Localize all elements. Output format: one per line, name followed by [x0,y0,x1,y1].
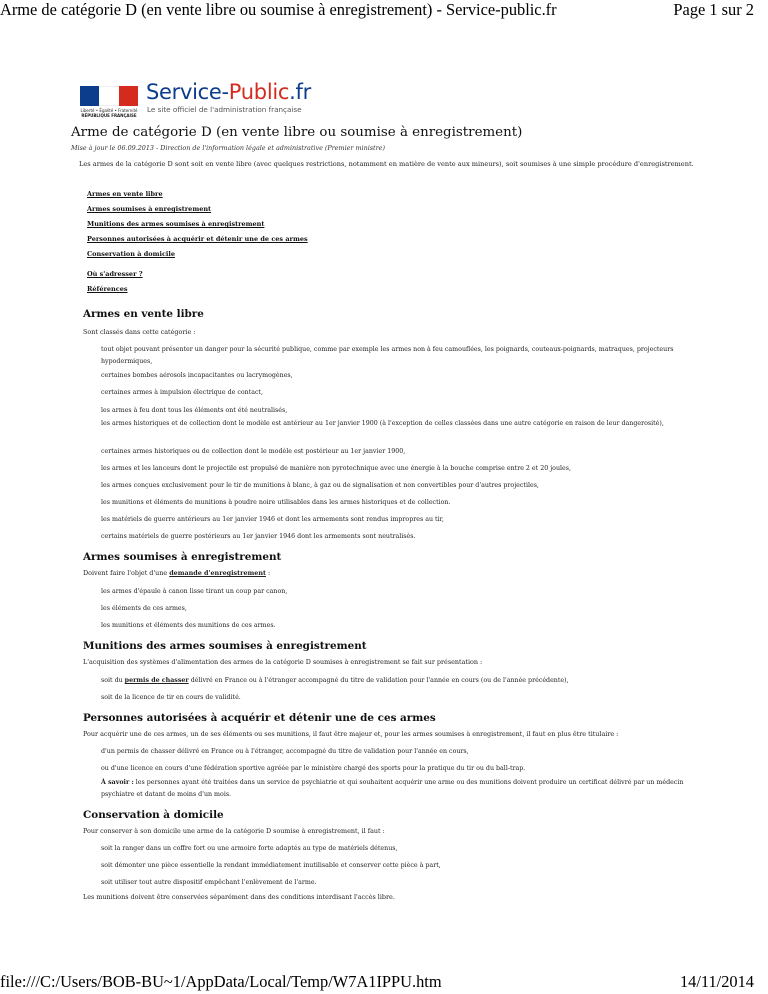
list-item: les armes à feu dont tous les éléments ont été neutralisés, [101,407,288,414]
item-text: soit du [101,677,125,684]
brand-part-public: Public [228,80,290,104]
section-title-armes-vente-libre: Armes en vente libre [83,308,204,320]
permis-de-chasser-link[interactable]: permis de chasser [124,677,189,684]
marianne-logo-icon [80,86,138,122]
print-header [0,0,768,22]
lead-text: : [265,569,271,577]
tricolor-flag-icon [80,86,138,106]
list-item: soit utiliser tout autre dispositif empêchant l'enlèvement de l'arme. [101,879,317,886]
list-item: soit de la licence de tir en cours de validité. [101,694,241,701]
print-page-number: Page 1 sur 2 [673,0,754,19]
print-url: file:///C:/Users/BOB-BU~1/AppData/Local/Temp/W7A1IPPU.htm [0,972,442,991]
section-lead: Pour acquérir une de ces armes, un de ses éléments ou ses munitions, il faut être majeur et, pour les armes soumises à enregistrement, il faut en plus être titulaire : [83,730,619,738]
toc-link-conservation[interactable]: Conservation à domicile [87,250,175,258]
print-title: Arme de catégorie D (en vente libre ou soumise à enregistrement) - Service-public.fr [0,0,557,19]
lead-text: Doivent faire l'objet d'une [83,569,170,577]
intro-paragraph: Les armes de la catégorie D sont soit en vente libre (avec quelques restrictions, notamment en matière de vente aux mineurs), soit soumises à une simple procédure d'enregistrement. [79,160,694,168]
brand-name [146,80,311,104]
section-title-munitions: Munitions des armes soumises à enregistrement [83,640,367,652]
list-item: soit démonter une pièce essentielle la rendant immédiatement inutilisable et conserver cette pièce à part, [101,862,441,869]
list-item: certains matériels de guerre postérieurs au 1er janvier 1946 dont les armements sont neutralisés. [101,533,416,540]
toc-link-armes-enregistrement[interactable]: Armes soumises à enregistrement [87,205,212,213]
list-item: les armes historiques et de collection dont le modèle est antérieur au 1er janvier 1900 (à l'exception de celles classées dans une autre catégorie en raison de leur dangerosité), [101,420,664,427]
section-lead: L'acquisition des systèmes d'alimentation des armes de la catégorie D soumises à enregistrement se fait sur présentation : [83,658,483,666]
toc-link-references[interactable]: Références [87,285,128,293]
toc-link-armes-vente-libre[interactable]: Armes en vente libre [87,190,163,198]
list-item: les éléments de ces armes, [101,605,187,612]
toc-link-ou-s-adresser[interactable]: Où s'adresser ? [87,270,143,278]
item-text: délivré en France ou à l'étranger accompagné du titre de validation pour l'année en cours (ou de l'année précédente), [188,677,569,684]
list-item: les matériels de guerre antérieurs au 1er janvier 1946 et dont les armements sont rendus impropres au tir, [101,516,444,523]
section-title-personnes-autorisees: Personnes autorisées à acquérir et détenir une de ces armes [83,712,436,724]
list-item: les armes et les lanceurs dont le projectile est propulsé de manière non pyrotechnique avec une énergie à la bouche comprise entre 2 et 20 joules, [101,465,571,472]
list-item: tout objet pouvant présenter un danger pour la sécurité publique, comme par exemple les armes non à feu camouflées, les poignards, couteaux-poignards, matraques, projecteurs hypodermiques, [101,346,674,365]
list-item [101,675,691,687]
demande-enregistrement-link[interactable]: demande d'enregistrement [169,569,266,577]
rf-motto: Liberté • Égalité • Fraternité [80,108,138,113]
page-title: Arme de catégorie D (en vente libre ou soumise à enregistrement) [71,125,523,140]
section-lead: Pour conserver à son domicile une arme de la catégorie D soumise à enregistrement, il faut : [83,827,385,835]
list-item: certaines armes historiques ou de collection dont le modèle est postérieur au 1er janvier 1900, [101,448,406,455]
brand-part-fr: .fr [289,80,311,104]
print-footer [0,972,768,994]
list-item: soit la ranger dans un coffre fort ou une armoire forte adaptés au type de matériels détenus, [101,845,398,852]
a-savoir-label: À savoir : [101,779,134,786]
list-item: certaines bombes aérosols incapacitantes ou lacrymogènes, [101,372,293,379]
list-item: les munitions et éléments des munitions de ces armes. [101,622,276,629]
list-item: les armes conçues exclusivement pour le tir de munitions à blanc, à gaz ou de signalisation et non convertibles pour d'autres projectiles, [101,482,539,489]
toc-link-munitions[interactable]: Munitions des armes soumises à enregistrement [87,220,265,228]
service-public-logo[interactable] [80,80,340,120]
update-date: Mise à jour le 06.09.2013 - Direction de l'information légale et administrative (Premier ministre) [71,144,385,152]
toc-link-personnes-autorisees[interactable]: Personnes autorisées à acquérir et détenir une de ces armes [87,235,308,243]
section-lead: Sont classés dans cette catégorie : [83,328,196,336]
section-lead [83,569,270,577]
brand-part-service: Service- [146,80,229,104]
a-savoir-text: les personnes ayant été traitées dans un service de psychiatrie et qui souhaitent acquérir une arme ou des munitions doivent produire un certificat délivré par un médecin psychiatre et datant de moins d'un mois. [101,779,684,798]
section-title-armes-enregistrement: Armes soumises à enregistrement [83,551,282,563]
print-date: 14/11/2014 [679,972,754,991]
rf-name: RÉPUBLIQUE FRANÇAISE [81,113,137,118]
republique-francaise-text [80,108,138,118]
list-item: ou d'une licence en cours d'une fédération sportive agréée par le ministère chargé des sports pour la pratique du tir ou du ball-trap. [101,765,526,772]
list-item: certaines armes à impulsion électrique de contact, [101,389,264,396]
section-title-conservation: Conservation à domicile [83,809,224,821]
list-item: d'un permis de chasser délivré en France ou à l'étranger, accompagné du titre de validation pour l'année en cours, [101,748,469,755]
section-tail: Les munitions doivent être conservées séparément dans des conditions interdisant l'accès libre. [83,893,395,901]
list-item: les munitions et éléments de munitions à poudre noire utilisables dans les armes historiques et de collection. [101,499,451,506]
brand-tagline: Le site officiel de l'administration française [147,105,302,114]
list-item: les armes d'épaule à canon lisse tirant un coup par canon, [101,588,288,595]
a-savoir-note [101,777,691,800]
